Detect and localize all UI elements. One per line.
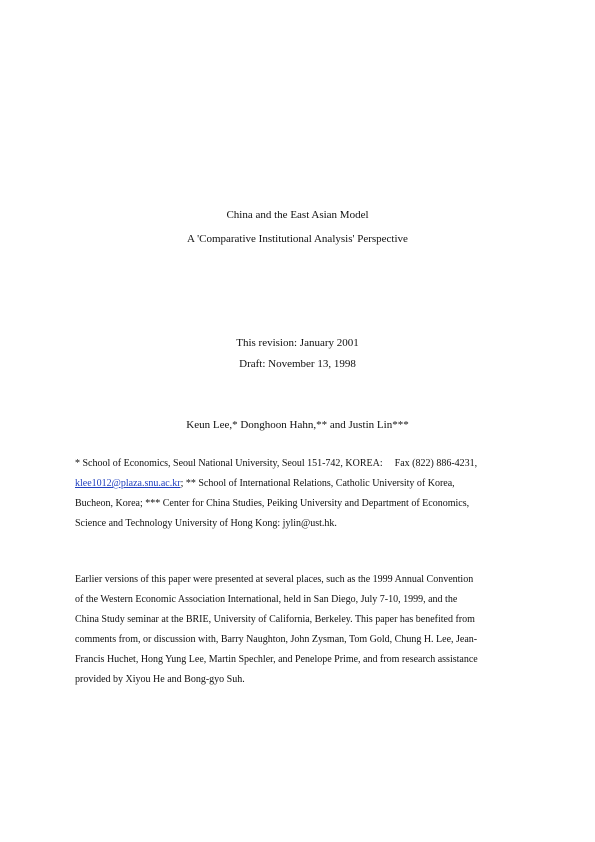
acknowledgment-line: comments from, or discussion with, Barry Naughton, John Zysman, Tom Gold, Chung H. Lee, Jean- xyxy=(75,634,478,645)
acknowledgment-line: Francis Huchet, Hong Yung Lee, Martin Spechler, and Penelope Prime, and from research assistance xyxy=(75,654,478,665)
affiliation-seoul: * School of Economics, Seoul National University, Seoul 151-742, KOREA: xyxy=(75,458,383,469)
paper-subtitle: A 'Comparative Institutional Analysis' Perspective xyxy=(187,233,408,245)
draft-date: Draft: November 13, 1998 xyxy=(239,358,356,370)
affiliation-line-3: Bucheon, Korea; *** Center for China Studies, Peiking University and Department of Economics, xyxy=(75,498,470,509)
acknowledgments-paragraph xyxy=(75,570,535,690)
author-affiliations xyxy=(75,454,535,534)
author-list: Keun Lee,* Donghoon Hahn,** and Justin Lin*** xyxy=(186,419,409,431)
affiliation-catholic: ; ** School of International Relations, Catholic University of Korea, xyxy=(180,478,455,489)
affiliation-line-2 xyxy=(75,474,535,494)
affiliation-line-4: Science and Technology University of Hong Kong: jylin@ust.hk. xyxy=(75,518,337,529)
paper-title: China and the East Asian Model xyxy=(226,209,369,221)
email-link[interactable]: klee1012@plaza.snu.ac.kr xyxy=(75,478,181,489)
acknowledgment-line: China Study seminar at the BRIE, University of California, Berkeley. This paper has benefited from xyxy=(75,614,475,625)
acknowledgment-line: Earlier versions of this paper were presented at several places, such as the 1999 Annual Convention xyxy=(75,574,474,585)
affiliation-line-1 xyxy=(75,454,535,474)
fax-number: Fax (822) 886-4231, xyxy=(394,458,478,469)
acknowledgment-line: provided by Xiyou He and Bong-gyo Suh. xyxy=(75,674,245,685)
revision-date: This revision: January 2001 xyxy=(236,337,359,349)
acknowledgment-line: of the Western Economic Association International, held in San Diego, July 7-10, 1999, and the xyxy=(75,594,458,605)
